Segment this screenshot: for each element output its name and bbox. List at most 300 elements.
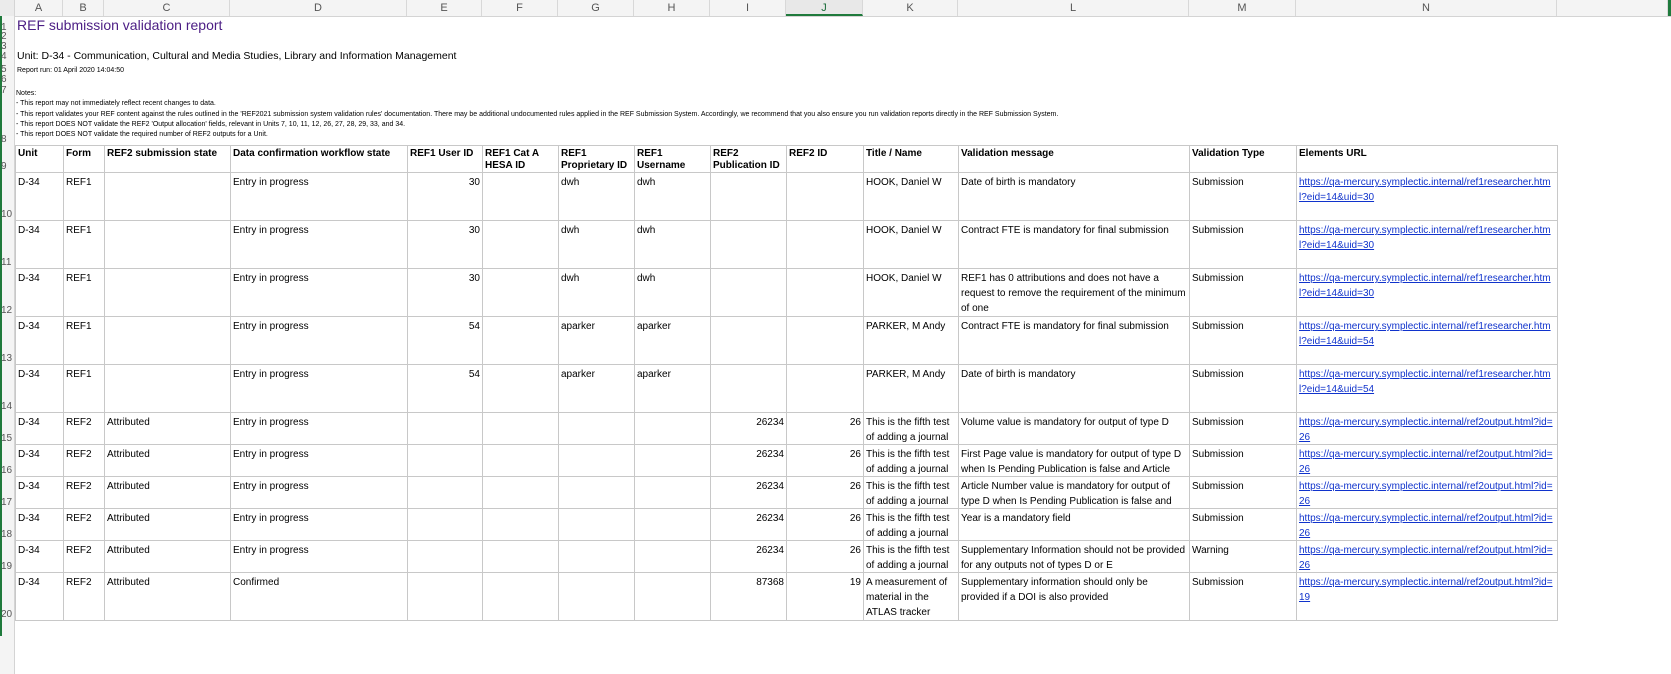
table-cell: D-34 bbox=[18, 545, 40, 556]
table-cell: REF2 bbox=[66, 449, 92, 460]
grid-cell[interactable] bbox=[105, 365, 231, 413]
grid-cell[interactable] bbox=[1297, 541, 1558, 573]
column-heading[interactable]: REF2 submission state bbox=[105, 146, 231, 173]
table-cell bbox=[713, 223, 784, 268]
column-heading[interactable]: REF2 ID bbox=[787, 146, 864, 173]
grid-cell[interactable] bbox=[711, 221, 787, 269]
grid-cell[interactable] bbox=[787, 221, 864, 269]
table-cell: Article Number value is mandatory for output of type D when Is Pending Publication is false and bbox=[961, 481, 1172, 507]
grid-cell[interactable] bbox=[559, 541, 635, 573]
table-cell bbox=[485, 479, 556, 508]
grid-cell[interactable] bbox=[408, 509, 483, 541]
row-header-20[interactable] bbox=[0, 572, 15, 620]
grid-cell[interactable] bbox=[711, 173, 787, 221]
grid-cell[interactable] bbox=[408, 317, 483, 365]
table-cell: D-34 bbox=[18, 225, 40, 236]
column-heading[interactable]: Validation Type bbox=[1190, 146, 1297, 173]
table-cell: Submission bbox=[1192, 369, 1244, 380]
column-header-b[interactable]: B bbox=[63, 0, 104, 16]
grid-cell[interactable] bbox=[864, 365, 959, 413]
grid-cell[interactable] bbox=[1297, 365, 1558, 413]
grid-cell[interactable] bbox=[1190, 445, 1297, 477]
table-cell: REF1 bbox=[66, 369, 92, 380]
table-cell: 26234 bbox=[756, 417, 784, 428]
grid-cell[interactable] bbox=[16, 573, 64, 621]
table-cell: Entry in progress bbox=[233, 273, 309, 284]
grid-cell[interactable] bbox=[959, 573, 1190, 621]
row-header-13[interactable] bbox=[0, 316, 15, 364]
grid-cell[interactable] bbox=[231, 365, 408, 413]
column-header-j[interactable]: J bbox=[786, 0, 863, 16]
table-cell: Entry in progress bbox=[233, 321, 309, 332]
row-header-9[interactable] bbox=[0, 145, 15, 172]
table-cell: Attributed bbox=[107, 449, 150, 460]
grid-cell[interactable] bbox=[231, 173, 408, 221]
column-header-h[interactable]: H bbox=[634, 0, 710, 16]
column-header-i[interactable]: I bbox=[710, 0, 786, 16]
table-cell: First Page value is mandatory for output of type D when Is Pending Publication is false and Article bbox=[961, 449, 1182, 475]
grid-cell[interactable] bbox=[16, 477, 64, 509]
grid-cell[interactable] bbox=[105, 477, 231, 509]
grid-cell[interactable] bbox=[64, 509, 105, 541]
elements-url-link[interactable]: https://qa-mercury.symplectic.internal/ref2output.html?id=19 bbox=[1299, 577, 1553, 603]
table-cell: aparker bbox=[637, 321, 671, 332]
grid-cell[interactable] bbox=[787, 573, 864, 621]
table-cell: 30 bbox=[468, 273, 480, 284]
grid-cell[interactable] bbox=[787, 317, 864, 365]
table-cell: HOOK, Daniel W bbox=[866, 177, 942, 188]
column-header-g[interactable]: G bbox=[558, 0, 634, 16]
grid-cell[interactable] bbox=[864, 541, 959, 573]
grid-cell[interactable] bbox=[231, 477, 408, 509]
grid-cell[interactable] bbox=[711, 445, 787, 477]
table-cell: 26 bbox=[849, 545, 861, 556]
grid-cell[interactable] bbox=[959, 173, 1190, 221]
table-cell: D-34 bbox=[18, 513, 40, 524]
grid-cell[interactable] bbox=[408, 413, 483, 445]
grid-cell[interactable] bbox=[231, 541, 408, 573]
grid-cell[interactable] bbox=[864, 173, 959, 221]
grid-cell[interactable] bbox=[959, 541, 1190, 573]
table-cell: Submission bbox=[1192, 513, 1244, 524]
grid-cell[interactable] bbox=[231, 573, 408, 621]
grid-cell[interactable] bbox=[1190, 269, 1297, 317]
grid-cell[interactable] bbox=[959, 477, 1190, 509]
table-cell bbox=[107, 175, 228, 220]
grid-cell[interactable] bbox=[864, 413, 959, 445]
table-cell: Supplementary Information should not be provided for any outputs not of types D or E bbox=[961, 545, 1186, 571]
table-cell: D-34 bbox=[18, 577, 40, 588]
grid-cell[interactable] bbox=[408, 365, 483, 413]
grid-cell[interactable] bbox=[483, 509, 559, 541]
grid-cell[interactable] bbox=[1297, 477, 1558, 509]
table-cell: D-34 bbox=[18, 417, 40, 428]
row-header-7[interactable] bbox=[0, 85, 15, 96]
column-header-m[interactable]: M bbox=[1189, 0, 1296, 16]
table-cell: Submission bbox=[1192, 225, 1244, 236]
grid-cell[interactable] bbox=[635, 509, 711, 541]
grid-cell[interactable] bbox=[408, 173, 483, 221]
grid-cell[interactable] bbox=[711, 317, 787, 365]
table-cell: dwh bbox=[637, 225, 656, 236]
grid-cell[interactable] bbox=[1190, 221, 1297, 269]
grid-cell[interactable] bbox=[959, 413, 1190, 445]
grid-cell[interactable] bbox=[483, 573, 559, 621]
row-number: 4 bbox=[1, 51, 7, 62]
table-cell bbox=[485, 511, 556, 540]
grid-cell[interactable] bbox=[635, 541, 711, 573]
table-cell bbox=[561, 543, 632, 572]
grid-cell[interactable] bbox=[959, 365, 1190, 413]
grid-cell[interactable] bbox=[864, 509, 959, 541]
row-number: 8 bbox=[1, 134, 7, 145]
grid-cell[interactable] bbox=[408, 221, 483, 269]
elements-url-link[interactable]: https://qa-mercury.symplectic.internal/ref2output.html?id=26 bbox=[1299, 449, 1553, 475]
grid-cell[interactable] bbox=[1297, 509, 1558, 541]
grid-cell[interactable] bbox=[1297, 573, 1558, 621]
table-cell: Volume value is mandatory for output of type D bbox=[961, 417, 1169, 428]
table-cell bbox=[485, 271, 556, 316]
column-heading[interactable]: Data confirmation workflow state bbox=[231, 146, 408, 173]
row-header-4[interactable] bbox=[0, 52, 15, 62]
grid-cell[interactable] bbox=[787, 365, 864, 413]
table-row bbox=[16, 445, 1558, 477]
grid-cell[interactable] bbox=[105, 269, 231, 317]
table-cell: 54 bbox=[468, 321, 480, 332]
grid-cell[interactable] bbox=[635, 173, 711, 221]
grid-cell[interactable] bbox=[959, 445, 1190, 477]
column-header-bar bbox=[0, 0, 1671, 17]
table-cell bbox=[485, 543, 556, 572]
grid-cell[interactable] bbox=[231, 221, 408, 269]
grid-cell[interactable] bbox=[105, 573, 231, 621]
table-row bbox=[16, 221, 1558, 269]
grid-cell[interactable] bbox=[64, 221, 105, 269]
grid-cell[interactable] bbox=[105, 509, 231, 541]
grid-cell[interactable] bbox=[105, 173, 231, 221]
grid-cell[interactable] bbox=[16, 413, 64, 445]
table-cell: PARKER, M Andy bbox=[866, 369, 946, 380]
row-number: 14 bbox=[1, 401, 13, 412]
grid-cell[interactable] bbox=[1297, 445, 1558, 477]
grid-cell[interactable] bbox=[64, 413, 105, 445]
grid-cell[interactable] bbox=[1190, 541, 1297, 573]
grid-cell[interactable] bbox=[559, 269, 635, 317]
table-cell: dwh bbox=[561, 273, 580, 284]
grid-cell[interactable] bbox=[864, 573, 959, 621]
column-header-k[interactable]: K bbox=[863, 0, 958, 16]
column-heading[interactable]: Title / Name bbox=[864, 146, 959, 173]
grid-cell[interactable] bbox=[483, 541, 559, 573]
grid-cell[interactable] bbox=[64, 477, 105, 509]
table-cell: PARKER, M Andy bbox=[866, 321, 946, 332]
grid-cell[interactable] bbox=[787, 173, 864, 221]
table-cell: Attributed bbox=[107, 481, 150, 492]
table-cell bbox=[410, 447, 480, 476]
elements-url-link[interactable]: https://qa-mercury.symplectic.internal/ref2output.html?id=26 bbox=[1299, 417, 1553, 443]
grid-cell[interactable] bbox=[16, 541, 64, 573]
elements-url-link[interactable]: https://qa-mercury.symplectic.internal/ref2output.html?id=26 bbox=[1299, 481, 1553, 507]
table-cell: Date of birth is mandatory bbox=[961, 177, 1076, 188]
grid-cell[interactable] bbox=[635, 269, 711, 317]
grid-cell[interactable] bbox=[1190, 477, 1297, 509]
grid-cell[interactable] bbox=[105, 541, 231, 573]
table-cell: Attributed bbox=[107, 545, 150, 556]
grid-cell[interactable] bbox=[559, 477, 635, 509]
grid-cell[interactable] bbox=[64, 573, 105, 621]
table-cell bbox=[637, 447, 708, 476]
grid-cell[interactable] bbox=[864, 445, 959, 477]
grid-cell[interactable] bbox=[408, 541, 483, 573]
table-cell bbox=[637, 479, 708, 508]
report-run: Report run: 01 April 2020 14:04:50 bbox=[17, 67, 125, 74]
column-header-n[interactable]: N bbox=[1296, 0, 1557, 16]
table-cell bbox=[713, 319, 784, 364]
table-cell bbox=[637, 575, 708, 620]
grid-cell[interactable] bbox=[635, 365, 711, 413]
grid-cell[interactable] bbox=[16, 317, 64, 365]
elements-url-link[interactable]: https://qa-mercury.symplectic.internal/ref1researcher.html?eid=14&uid=30 bbox=[1299, 177, 1551, 203]
grid-cell[interactable] bbox=[64, 541, 105, 573]
grid-cell[interactable] bbox=[711, 365, 787, 413]
table-cell bbox=[107, 271, 228, 316]
grid-cell[interactable] bbox=[559, 365, 635, 413]
row-header-19[interactable] bbox=[0, 540, 15, 572]
row-header-15[interactable] bbox=[0, 412, 15, 444]
grid-cell[interactable] bbox=[408, 573, 483, 621]
column-heading[interactable]: REF1 Username bbox=[635, 146, 711, 173]
grid-cell[interactable] bbox=[483, 317, 559, 365]
grid-cell[interactable] bbox=[105, 317, 231, 365]
grid-cell[interactable] bbox=[16, 269, 64, 317]
row-header-14[interactable] bbox=[0, 364, 15, 412]
elements-url-link[interactable]: https://qa-mercury.symplectic.internal/ref2output.html?id=26 bbox=[1299, 513, 1553, 539]
grid-cell[interactable] bbox=[16, 173, 64, 221]
row-number: 13 bbox=[1, 353, 13, 364]
table-cell: REF1 has 0 attributions and does not have a request to remove the requirement of the minimum of one bbox=[961, 273, 1186, 314]
table-cell bbox=[410, 479, 480, 508]
table-cell bbox=[107, 367, 228, 412]
grid-cell[interactable] bbox=[635, 221, 711, 269]
grid-cell[interactable] bbox=[559, 445, 635, 477]
grid-cell[interactable] bbox=[64, 445, 105, 477]
elements-url-link[interactable]: https://qa-mercury.symplectic.internal/ref1researcher.html?eid=14&uid=30 bbox=[1299, 225, 1551, 251]
column-header-f[interactable]: F bbox=[482, 0, 558, 16]
column-header-l[interactable]: L bbox=[958, 0, 1189, 16]
elements-url-link[interactable]: https://qa-mercury.symplectic.internal/ref1researcher.html?eid=14&uid=54 bbox=[1299, 321, 1551, 347]
table-cell: dwh bbox=[561, 225, 580, 236]
grid-cell[interactable] bbox=[635, 413, 711, 445]
table-cell: dwh bbox=[561, 177, 580, 188]
grid-cell[interactable] bbox=[1297, 413, 1558, 445]
grid-cell[interactable] bbox=[559, 317, 635, 365]
row-header-18[interactable] bbox=[0, 508, 15, 540]
grid-cell[interactable] bbox=[787, 445, 864, 477]
table-cell: REF1 bbox=[66, 273, 92, 284]
grid-cell[interactable] bbox=[231, 317, 408, 365]
row-number: 16 bbox=[1, 465, 13, 476]
table-row bbox=[16, 413, 1558, 445]
table-cell: Warning bbox=[1192, 545, 1229, 556]
grid-cell[interactable] bbox=[1297, 221, 1558, 269]
table-cell: HOOK, Daniel W bbox=[866, 225, 942, 236]
grid-cell[interactable] bbox=[483, 477, 559, 509]
grid-cell[interactable] bbox=[959, 221, 1190, 269]
grid-cell[interactable] bbox=[408, 269, 483, 317]
grid-cell[interactable] bbox=[1190, 413, 1297, 445]
table-cell bbox=[637, 415, 708, 444]
grid-cell[interactable] bbox=[559, 509, 635, 541]
table-cell: D-34 bbox=[18, 177, 40, 188]
grid-cell[interactable] bbox=[483, 269, 559, 317]
grid-cell[interactable] bbox=[711, 573, 787, 621]
column-heading[interactable]: Elements URL bbox=[1297, 146, 1558, 173]
column-header-filler bbox=[1557, 0, 1668, 16]
table-row bbox=[16, 365, 1558, 413]
grid-cell[interactable] bbox=[635, 445, 711, 477]
column-heading[interactable]: Validation message bbox=[959, 146, 1190, 173]
row-header-11[interactable] bbox=[0, 220, 15, 268]
grid-cell[interactable] bbox=[864, 269, 959, 317]
grid-cell[interactable] bbox=[16, 445, 64, 477]
table-cell bbox=[107, 319, 228, 364]
column-heading[interactable]: Unit bbox=[16, 146, 64, 173]
table-row bbox=[16, 509, 1558, 541]
column-heading[interactable]: REF1 User ID bbox=[408, 146, 483, 173]
grid-cell[interactable] bbox=[408, 477, 483, 509]
table-cell: HOOK, Daniel W bbox=[866, 273, 942, 284]
table-cell: 26 bbox=[849, 449, 861, 460]
grid-cell[interactable] bbox=[1190, 509, 1297, 541]
grid-cell[interactable] bbox=[1297, 173, 1558, 221]
table-cell bbox=[561, 415, 632, 444]
table-cell: Contract FTE is mandatory for final submission bbox=[961, 321, 1169, 332]
grid-cell[interactable] bbox=[231, 269, 408, 317]
grid-cell[interactable] bbox=[787, 509, 864, 541]
grid-cell[interactable] bbox=[635, 317, 711, 365]
table-cell bbox=[107, 223, 228, 268]
table-cell bbox=[713, 367, 784, 412]
row-header-12[interactable] bbox=[0, 268, 15, 316]
grid-cell[interactable] bbox=[864, 221, 959, 269]
table-cell bbox=[789, 319, 861, 364]
row-header-16[interactable] bbox=[0, 444, 15, 476]
column-header-d[interactable]: D bbox=[230, 0, 407, 16]
grid-cell[interactable] bbox=[787, 413, 864, 445]
table-cell bbox=[410, 415, 480, 444]
grid-cell[interactable] bbox=[864, 317, 959, 365]
grid-cell[interactable] bbox=[711, 413, 787, 445]
row-number: 17 bbox=[1, 497, 13, 508]
column-header-e[interactable]: E bbox=[407, 0, 482, 16]
grid-cell[interactable] bbox=[559, 573, 635, 621]
grid-cell[interactable] bbox=[64, 365, 105, 413]
elements-url-link[interactable]: https://qa-mercury.symplectic.internal/ref1researcher.html?eid=14&uid=54 bbox=[1299, 369, 1551, 395]
grid-cell[interactable] bbox=[959, 269, 1190, 317]
grid-cell[interactable] bbox=[559, 413, 635, 445]
table-cell: REF2 bbox=[66, 513, 92, 524]
grid-cell[interactable] bbox=[483, 365, 559, 413]
table-cell: REF1 bbox=[66, 177, 92, 188]
column-heading[interactable]: Form bbox=[64, 146, 105, 173]
grid-cell[interactable] bbox=[231, 509, 408, 541]
grid-cell[interactable] bbox=[559, 221, 635, 269]
grid-cell[interactable] bbox=[483, 221, 559, 269]
row-number: 10 bbox=[1, 209, 13, 220]
grid-cell[interactable] bbox=[231, 413, 408, 445]
grid-cell[interactable] bbox=[64, 317, 105, 365]
elements-url-link[interactable]: https://qa-mercury.symplectic.internal/ref1researcher.html?eid=14&uid=30 bbox=[1299, 273, 1551, 299]
grid-cell[interactable] bbox=[787, 269, 864, 317]
table-cell: Attributed bbox=[107, 577, 150, 588]
row-number: 2 bbox=[1, 31, 7, 42]
column-header-a[interactable]: A bbox=[15, 0, 63, 16]
column-heading[interactable]: REF1 Cat A HESA ID bbox=[483, 146, 559, 173]
table-cell bbox=[713, 175, 784, 220]
table-cell bbox=[713, 271, 784, 316]
row-header-6[interactable] bbox=[0, 75, 15, 85]
row-header-17[interactable] bbox=[0, 476, 15, 508]
table-cell: Supplementary information should only be provided if a DOI is also provided bbox=[961, 577, 1148, 603]
column-heading[interactable]: REF2 Publication ID bbox=[711, 146, 787, 173]
grid-cell[interactable] bbox=[16, 365, 64, 413]
column-heading[interactable]: REF1 Proprietary ID bbox=[559, 146, 635, 173]
grid-cell[interactable] bbox=[105, 445, 231, 477]
table-cell bbox=[789, 175, 861, 220]
row-header-8[interactable] bbox=[0, 96, 15, 145]
row-header-10[interactable] bbox=[0, 172, 15, 220]
grid-cell[interactable] bbox=[64, 269, 105, 317]
grid-cell[interactable] bbox=[959, 317, 1190, 365]
grid-cell[interactable] bbox=[635, 477, 711, 509]
grid-cell[interactable] bbox=[959, 509, 1190, 541]
grid-cell[interactable] bbox=[483, 173, 559, 221]
elements-url-link[interactable]: https://qa-mercury.symplectic.internal/ref2output.html?id=26 bbox=[1299, 545, 1553, 571]
table-cell: D-34 bbox=[18, 273, 40, 284]
grid-cell[interactable] bbox=[1190, 173, 1297, 221]
table-cell: 87368 bbox=[756, 577, 784, 588]
grid-cell[interactable] bbox=[711, 477, 787, 509]
grid-cell[interactable] bbox=[483, 413, 559, 445]
grid-cell[interactable] bbox=[16, 221, 64, 269]
grid-cell[interactable] bbox=[1190, 317, 1297, 365]
grid-cell[interactable] bbox=[231, 445, 408, 477]
grid-cell[interactable] bbox=[105, 221, 231, 269]
grid-cell[interactable] bbox=[559, 173, 635, 221]
column-header-c[interactable]: C bbox=[104, 0, 230, 16]
grid-cell[interactable] bbox=[711, 541, 787, 573]
table-cell bbox=[561, 575, 632, 620]
grid-cell[interactable] bbox=[711, 269, 787, 317]
grid-cell[interactable] bbox=[1297, 317, 1558, 365]
grid-cell[interactable] bbox=[787, 477, 864, 509]
grid-cell[interactable] bbox=[408, 445, 483, 477]
grid-cell[interactable] bbox=[105, 413, 231, 445]
table-cell bbox=[561, 447, 632, 476]
grid-cell[interactable] bbox=[64, 173, 105, 221]
grid-cell[interactable] bbox=[16, 509, 64, 541]
select-all-corner[interactable] bbox=[0, 0, 15, 16]
grid-cell[interactable] bbox=[711, 509, 787, 541]
grid-cell[interactable] bbox=[483, 445, 559, 477]
grid-cell[interactable] bbox=[1297, 269, 1558, 317]
grid-cell[interactable] bbox=[1190, 573, 1297, 621]
grid-cell[interactable] bbox=[635, 573, 711, 621]
grid-cell[interactable] bbox=[1190, 365, 1297, 413]
grid-cell[interactable] bbox=[787, 541, 864, 573]
grid-cell[interactable] bbox=[864, 477, 959, 509]
table-cell: 26234 bbox=[756, 481, 784, 492]
